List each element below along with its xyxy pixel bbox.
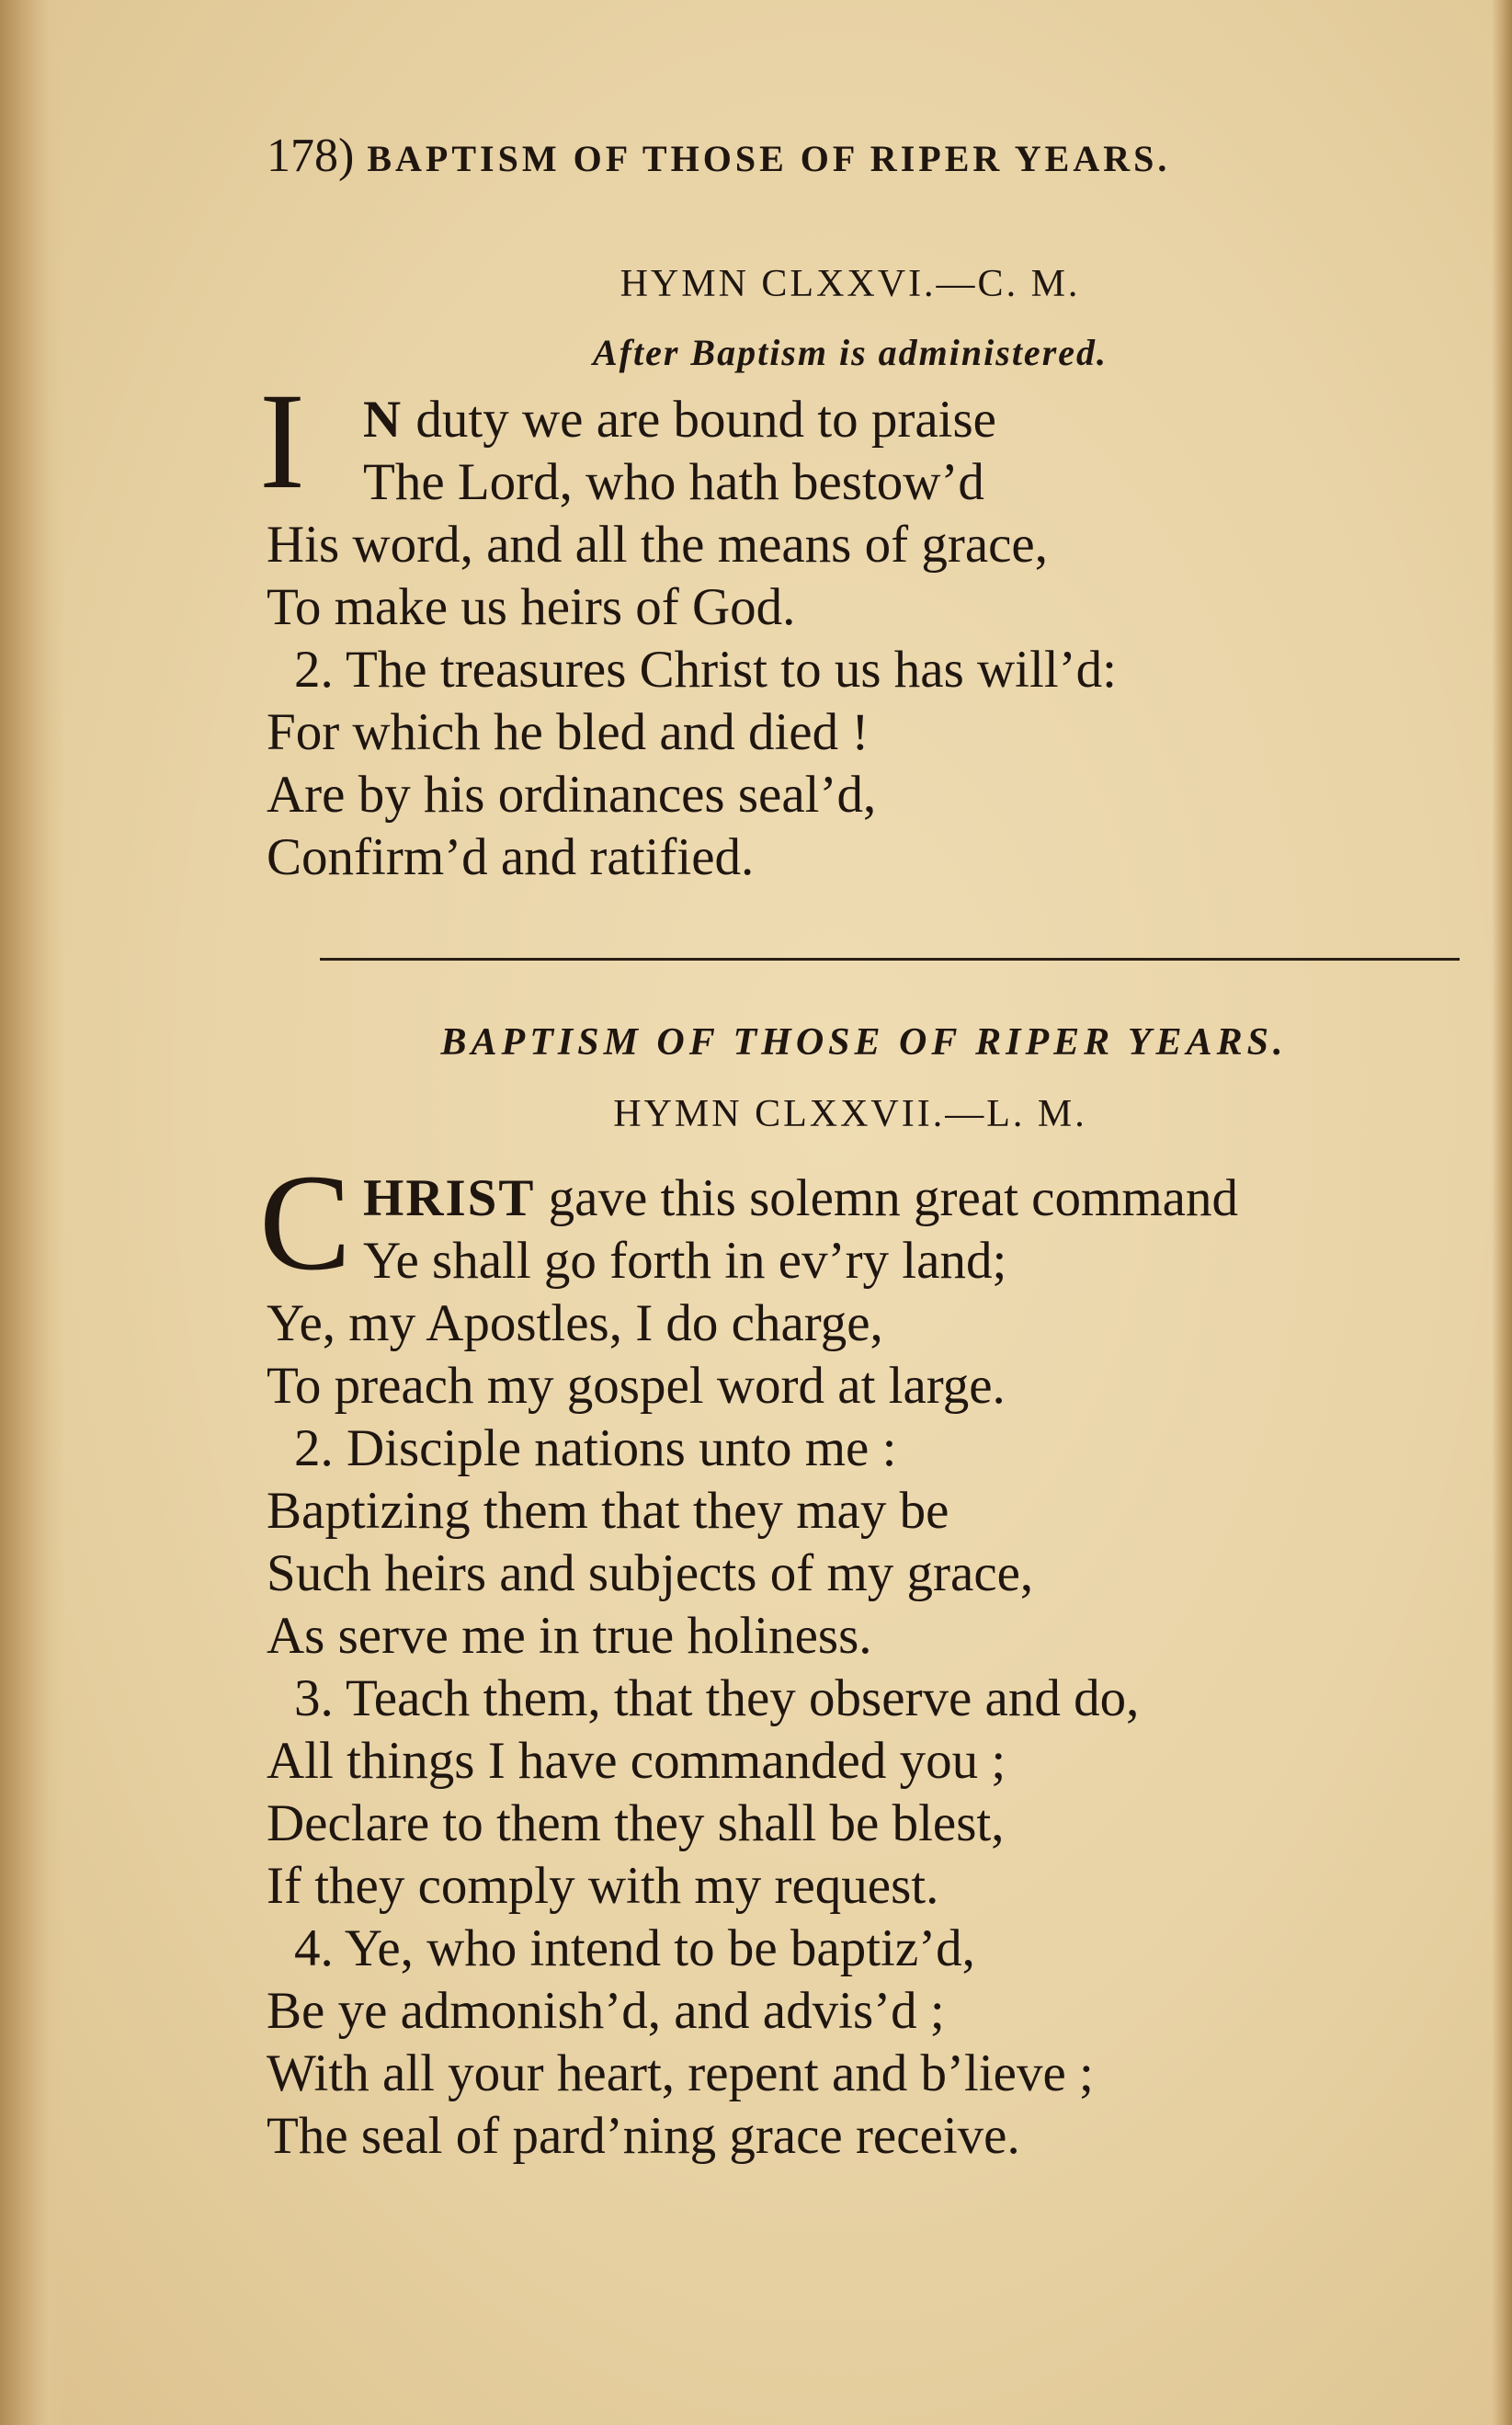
verse-line: To make us heirs of God. (267, 578, 796, 636)
verse-line: Declare to them they shall be blest, (267, 1794, 1005, 1852)
verse-line: 3. Teach them, that they observe and do, (294, 1669, 1140, 1727)
hymn-1-subtitle: After Baptism is administered. (592, 332, 1108, 373)
running-head-title: BAPTISM OF THOSE OF RIPER YEARS. (367, 138, 1171, 179)
hymn-1-verses (267, 389, 1117, 889)
verse-line: 4. Ye, who intend to be baptiz’d, (294, 1919, 975, 1977)
verse-line: Ye, my Apostles, I do charge, (267, 1294, 883, 1352)
running-head (267, 129, 1461, 183)
verse-line: For which he bled and died ! (267, 703, 870, 761)
verse-line: Ye shall go forth in ev’ry land; (363, 1232, 1007, 1290)
section-divider (320, 958, 1460, 961)
verse-line: HRIST gave this solemn great command (363, 1169, 1238, 1227)
section-heading: BAPTISM OF THOSE OF RIPER YEARS. (440, 1021, 1288, 1064)
page-edge (1492, 0, 1512, 2425)
verse-line: To preach my gospel word at large. (267, 1357, 1006, 1415)
verse-line: All things I have commanded you ; (267, 1732, 1006, 1790)
hymn-1-title: HYMN CLXXVI.—C. M. (620, 263, 1081, 305)
verse-line: As serve me in true holiness. (267, 1607, 872, 1665)
verse-line: His word, and all the means of grace, (267, 516, 1048, 574)
verse-line: 2. Disciple nations unto me : (294, 1419, 897, 1477)
verse-line: Such heirs and subjects of my grace, (267, 1544, 1034, 1602)
verse-line: 2. The treasures Christ to us has will’d: (294, 641, 1117, 699)
verse-line: With all your heart, repent and b’lieve ; (267, 2044, 1094, 2102)
first-word-rest: HRIST (363, 1169, 536, 1227)
verse-line: If they comply with my request. (267, 1857, 939, 1915)
page-number: 178) (267, 130, 355, 182)
hymn-2-drop-cap: C (259, 1146, 352, 1299)
verse-line: Confirm’d and ratified. (267, 828, 755, 886)
first-word-rest: N (363, 391, 404, 449)
verse-line: Baptizing them that they may be (267, 1482, 949, 1540)
hymn-2-verses (267, 1167, 1238, 2168)
verse-line: The Lord, who hath bestow’d (363, 453, 984, 511)
hymn-2-title: HYMN CLXXVII.—L. M. (613, 1093, 1087, 1135)
verse-line: The seal of pard’ning grace receive. (267, 2107, 1020, 2165)
hymn-1-drop-cap: I (259, 365, 305, 518)
verse-line: Are by his ordinances seal’d, (267, 766, 877, 824)
page-gutter-shadow (0, 0, 64, 2425)
verse-line: N duty we are bound to praise (363, 391, 996, 449)
verse-line: Be ye admonish’d, and advis’d ; (267, 1982, 945, 2040)
